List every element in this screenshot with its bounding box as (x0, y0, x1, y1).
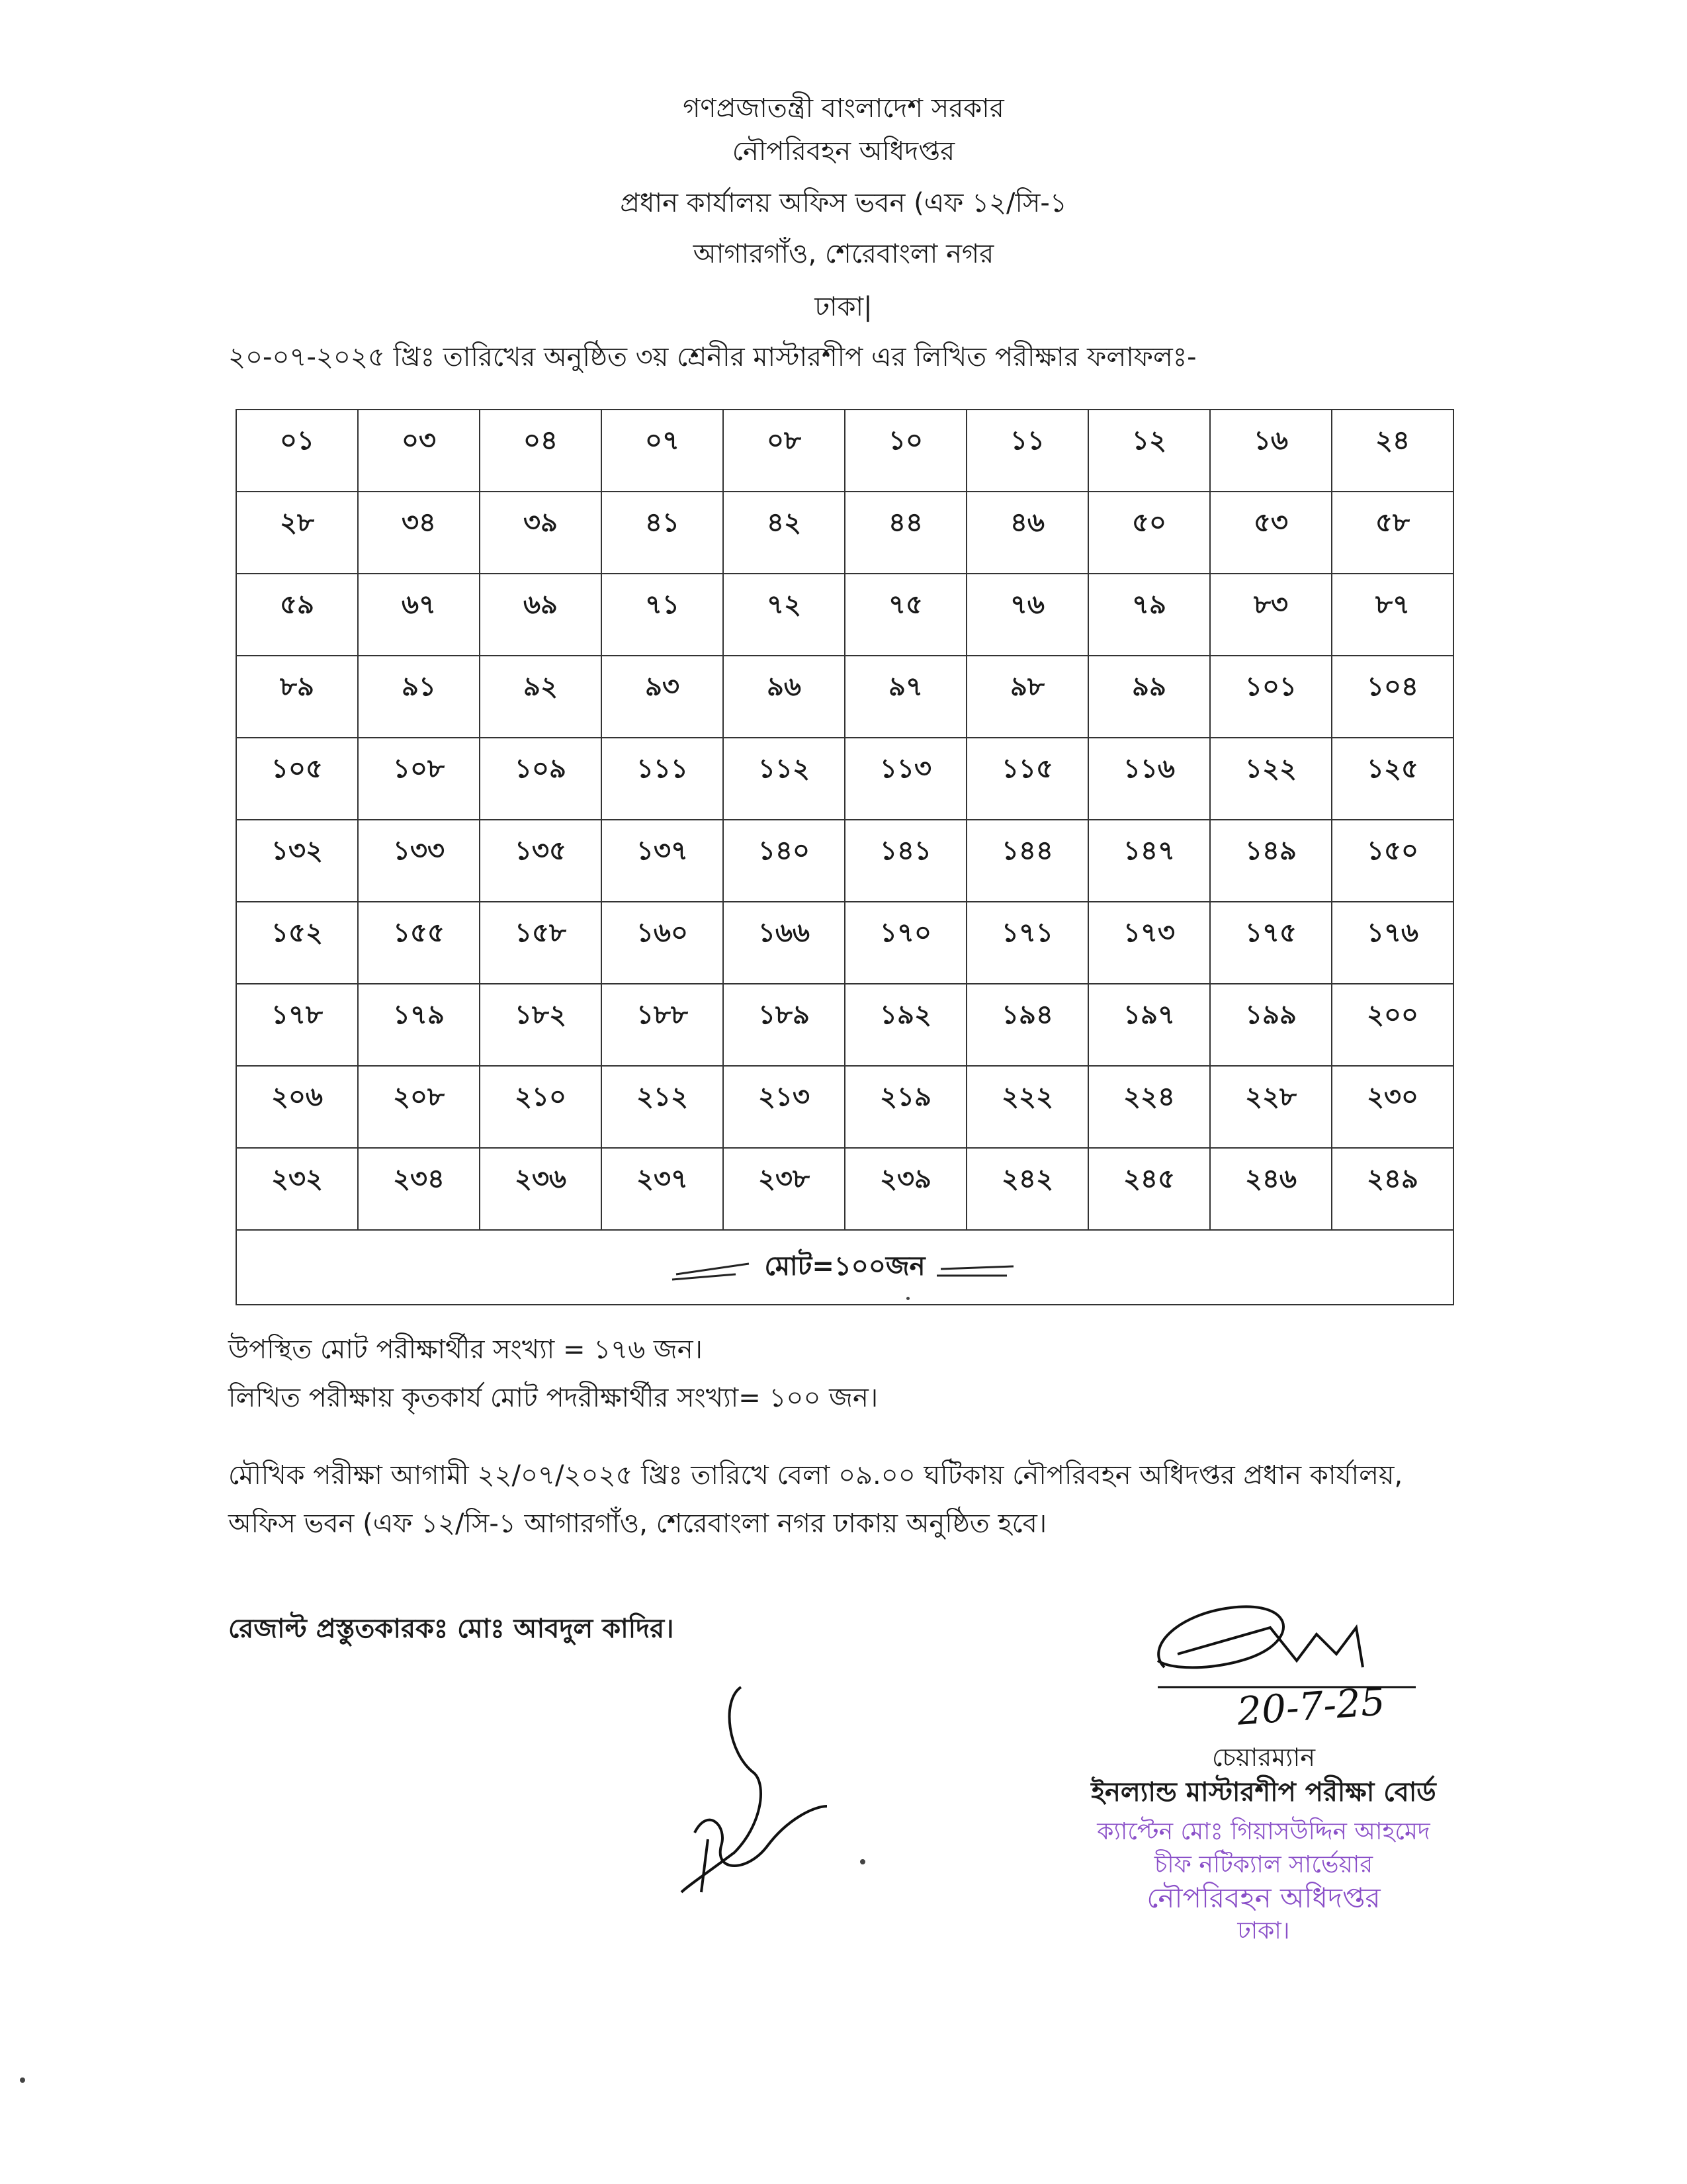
roll-number-cell: ৭৬ (967, 574, 1088, 656)
roll-number-cell: ১৮২ (480, 984, 601, 1066)
roll-number-cell: ৬৯ (480, 574, 601, 656)
roll-number-cell: ১৬৬ (723, 902, 845, 984)
roll-number-cell: ৯১ (358, 656, 480, 738)
roll-number-cell: ১০৫ (236, 738, 358, 820)
roll-number-cell: ০৮ (723, 410, 845, 492)
signature-block (1059, 1740, 1469, 1948)
roll-number-cell: ১৮৯ (723, 984, 845, 1066)
roll-number-cell: ১২ (1088, 410, 1210, 492)
department-name: নৌপরিবহন অধিদপ্তর (732, 136, 955, 167)
roll-number-cell: ২০০ (1332, 984, 1453, 1066)
roll-number-cell: ১৭৬ (1332, 902, 1453, 984)
roll-number-cell: ১০ (845, 410, 967, 492)
roll-number-cell: ৫০ (1088, 492, 1210, 574)
roll-number-cell: ৯৯ (1088, 656, 1210, 738)
roll-number-cell: ১০৪ (1332, 656, 1453, 738)
roll-number-cell: ১৯৯ (1210, 984, 1332, 1066)
total-cell (236, 1230, 1453, 1305)
roll-number-cell: ৭২ (723, 574, 845, 656)
signature-date: 20-7-25 (1235, 1679, 1387, 1734)
viva-notice-line1: মৌখিক পরীক্ষা আগামী ২২/০৭/২০২৫ খ্রিঃ তারিখে বেলা ০৯.০০ ঘটিকায় নৌপরিবহন অধিদপ্তর প্রধান কার্যালয়, (228, 1460, 1403, 1491)
roll-number-cell: ২৮ (236, 492, 358, 574)
roll-number-cell: ১৩৩ (358, 820, 480, 902)
roll-number-cell: ২১০ (480, 1066, 601, 1148)
roll-number-cell: ১৭৮ (236, 984, 358, 1066)
ink-speck (20, 2077, 25, 2083)
results-row (236, 656, 1453, 738)
roll-number-cell: ২৩৯ (845, 1148, 967, 1230)
roll-number-cell: ২৩০ (1332, 1066, 1453, 1148)
results-row (236, 410, 1453, 492)
roll-number-cell: ২৪৬ (1210, 1148, 1332, 1230)
roll-number-cell: ১১৫ (967, 738, 1088, 820)
roll-number-cell: ৯২ (480, 656, 601, 738)
roll-number-cell: ৯৬ (723, 656, 845, 738)
roll-number-cell: ৭১ (601, 574, 723, 656)
total-count: মোট=১০০জন (764, 1250, 926, 1282)
city-name: ঢাকা| (814, 292, 873, 322)
result-intro: ২০-০৭-২০২৫ খ্রিঃ তারিখের অনুষ্ঠিত ৩য় শ্রেনীর মাস্টারশীপ এর লিখিত পরীক্ষার ফলাফলঃ- (228, 342, 1197, 372)
results-row (236, 820, 1453, 902)
roll-number-cell: ০৩ (358, 410, 480, 492)
roll-number-cell: ১৪৯ (1210, 820, 1332, 902)
roll-number-cell: ২৩৭ (601, 1148, 723, 1230)
roll-number-cell: ১১২ (723, 738, 845, 820)
roll-number-cell: ৮৯ (236, 656, 358, 738)
roll-number-cell: ৭৫ (845, 574, 967, 656)
roll-number-cell: ২২৪ (1088, 1066, 1210, 1148)
roll-number-cell: ২৪ (1332, 410, 1453, 492)
roll-number-cell: ১৪১ (845, 820, 967, 902)
results-table (236, 409, 1454, 1305)
roll-number-cell: ১৭০ (845, 902, 967, 984)
roll-number-cell: ১৭৫ (1210, 902, 1332, 984)
passed-count: লিখিত পরীক্ষায় কৃতকার্য মোট পদরীক্ষার্থীর সংখ্যা= ১০০ জন। (228, 1383, 879, 1413)
viva-notice-line2: অফিস ভবন (এফ ১২/সি-১ আগারগাঁও, শেরেবাংলা নগর ঢাকায় অনুষ্ঠিত হবে। (228, 1508, 1047, 1539)
roll-number-cell: ৮৭ (1332, 574, 1453, 656)
results-row (236, 1148, 1453, 1230)
roll-number-cell: ২৩৪ (358, 1148, 480, 1230)
area-address: আগারগাঁও, শেরেবাংলা নগর (693, 239, 994, 269)
roll-number-cell: ৮৩ (1210, 574, 1332, 656)
roll-number-cell: ৯৮ (967, 656, 1088, 738)
roll-number-cell: ১৪০ (723, 820, 845, 902)
roll-number-cell: ৭৯ (1088, 574, 1210, 656)
office-address: প্রধান কার্যালয় অফিস ভবন (এফ ১২/সি-১ (620, 188, 1067, 218)
roll-number-cell: ১৭৩ (1088, 902, 1210, 984)
handwritten-signature-left (668, 1674, 840, 1899)
roll-number-cell: ১৩৫ (480, 820, 601, 902)
roll-number-cell: ১১৩ (845, 738, 967, 820)
roll-number-cell: ১০৯ (480, 738, 601, 820)
roll-number-cell: ১৬০ (601, 902, 723, 984)
ink-speck (906, 1297, 910, 1300)
results-row (236, 902, 1453, 984)
roll-number-cell: ১১ (967, 410, 1088, 492)
roll-number-cell: ২৪৫ (1088, 1148, 1210, 1230)
roll-number-cell: ০৭ (601, 410, 723, 492)
roll-number-cell: ১৯২ (845, 984, 967, 1066)
govt-title: গণপ্রজাতন্ত্রী বাংলাদেশ সরকার (683, 93, 1004, 124)
roll-number-cell: ১৪৪ (967, 820, 1088, 902)
roll-number-cell: ২৪২ (967, 1148, 1088, 1230)
ink-speck (860, 1859, 865, 1864)
stamp-city: ঢাকা। (1237, 1917, 1290, 1944)
roll-number-cell: ১৯৪ (967, 984, 1088, 1066)
roll-number-cell: ১২২ (1210, 738, 1332, 820)
roll-number-cell: ১০৮ (358, 738, 480, 820)
roll-number-cell: ৬৭ (358, 574, 480, 656)
roll-number-cell: ১৮৮ (601, 984, 723, 1066)
roll-number-cell: ২৪৯ (1332, 1148, 1453, 1230)
stamp-designation: চীফ নটিক্যাল সার্ভেয়ার (1154, 1851, 1373, 1878)
roll-number-cell: ১৫৫ (358, 902, 480, 984)
results-row (236, 492, 1453, 574)
results-row (236, 574, 1453, 656)
stamp-office: নৌপরিবহন অধিদপ্তর (1146, 1882, 1381, 1914)
roll-number-cell: ২৩৮ (723, 1148, 845, 1230)
dash-mark-left (670, 1254, 756, 1281)
roll-number-cell: ৯৩ (601, 656, 723, 738)
roll-number-cell: ১৭১ (967, 902, 1088, 984)
roll-number-cell: ১৬ (1210, 410, 1332, 492)
roll-number-cell: ২১৩ (723, 1066, 845, 1148)
roll-number-cell: ১১৬ (1088, 738, 1210, 820)
roll-number-cell: ৪৬ (967, 492, 1088, 574)
roll-number-cell: ৩৯ (480, 492, 601, 574)
results-row (236, 984, 1453, 1066)
roll-number-cell: ২৩২ (236, 1148, 358, 1230)
roll-number-cell: ২০৬ (236, 1066, 358, 1148)
chairman-title: চেয়ারম্যান (1211, 1743, 1316, 1772)
roll-number-cell: ৪১ (601, 492, 723, 574)
roll-number-cell: ৫৮ (1332, 492, 1453, 574)
roll-number-cell: ২৩৬ (480, 1148, 601, 1230)
roll-number-cell: ২১৯ (845, 1066, 967, 1148)
roll-number-cell: ০১ (236, 410, 358, 492)
roll-number-cell: ১২৫ (1332, 738, 1453, 820)
roll-number-cell: ৩৪ (358, 492, 480, 574)
roll-number-cell: ১৯৭ (1088, 984, 1210, 1066)
roll-number-cell: ১০১ (1210, 656, 1332, 738)
roll-number-cell: ১৫০ (1332, 820, 1453, 902)
roll-number-cell: ৪৪ (845, 492, 967, 574)
roll-number-cell: ১৫৮ (480, 902, 601, 984)
roll-number-cell: ৪২ (723, 492, 845, 574)
roll-number-cell: ১৩৭ (601, 820, 723, 902)
roll-number-cell: ৯৭ (845, 656, 967, 738)
roll-number-cell: ২১২ (601, 1066, 723, 1148)
roll-number-cell: ৫৯ (236, 574, 358, 656)
roll-number-cell: ২২২ (967, 1066, 1088, 1148)
roll-number-cell: ২০৮ (358, 1066, 480, 1148)
board-name: ইনল্যান্ড মাস্টারশীপ পরীক্ষা বোর্ড (1091, 1777, 1436, 1808)
roll-number-cell: ০৪ (480, 410, 601, 492)
results-row (236, 1066, 1453, 1148)
dash-mark-right (934, 1254, 1020, 1281)
roll-number-cell: ১৭৯ (358, 984, 480, 1066)
stamp-name: ক্যাপ্টেন মোঃ গিয়াসউদ্দিন আহমেদ (1097, 1818, 1430, 1845)
roll-number-cell: ১৫২ (236, 902, 358, 984)
roll-number-cell: ১৩২ (236, 820, 358, 902)
roll-number-cell: ১১১ (601, 738, 723, 820)
roll-number-cell: ২২৮ (1210, 1066, 1332, 1148)
roll-number-cell: ১৪৭ (1088, 820, 1210, 902)
results-row (236, 738, 1453, 820)
total-row (236, 1230, 1453, 1305)
roll-number-cell: ৫৩ (1210, 492, 1332, 574)
present-count: উপস্থিত মোট পরীক্ষার্থীর সংখ্যা = ১৭৬ জন। (228, 1334, 703, 1365)
prepared-by: রেজাল্ট প্রস্তুতকারকঃ মোঃ আবদুল কাদির। (228, 1614, 674, 1644)
